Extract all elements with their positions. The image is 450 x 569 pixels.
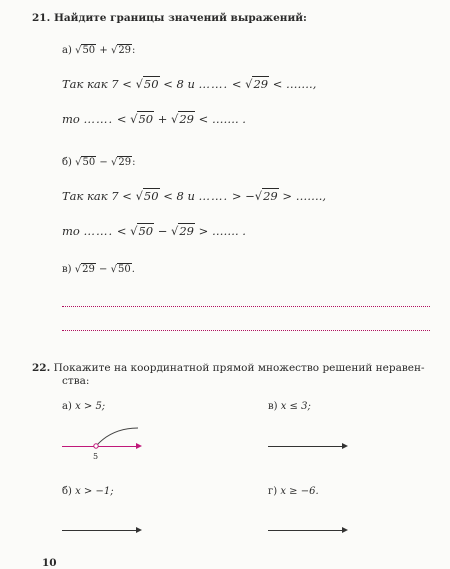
task-21b-hint-line2 bbox=[62, 224, 246, 238]
inequality: x > 5; bbox=[75, 401, 106, 412]
task-22-number: 22. bbox=[32, 362, 51, 374]
operator: < bbox=[116, 112, 127, 126]
radicand: 29 bbox=[253, 77, 269, 91]
task-21-number: 21. bbox=[32, 12, 51, 24]
sqrt-symbol: √ bbox=[245, 77, 253, 91]
inequality: x ≥ −6. bbox=[280, 486, 319, 497]
sqrt-symbol: √ bbox=[75, 45, 82, 56]
blank-dots: < ……., bbox=[272, 77, 317, 91]
colon: : bbox=[132, 157, 136, 168]
task-22-title-line1: Покажите на координатной прямой множество решений неравен- bbox=[53, 362, 425, 374]
item-label: б) bbox=[62, 486, 72, 497]
sqrt-symbol: √ bbox=[74, 264, 82, 275]
operator: − bbox=[99, 264, 108, 275]
operator: + bbox=[99, 45, 108, 56]
hint-text: < 8 и bbox=[163, 189, 195, 203]
operator: < bbox=[116, 224, 127, 238]
hint-text: то bbox=[62, 224, 80, 238]
item-label: б) bbox=[62, 157, 72, 168]
task-21a-expression bbox=[62, 45, 135, 56]
blank-dots: ……. bbox=[83, 224, 114, 238]
sqrt-symbol: √ bbox=[130, 112, 138, 126]
blank-dots: ……. bbox=[198, 189, 229, 203]
task-22-header bbox=[32, 362, 425, 374]
task-21b-expression bbox=[62, 157, 135, 168]
page-number: 10 bbox=[42, 557, 57, 569]
radicand: 29 bbox=[263, 189, 278, 203]
sqrt-symbol: √ bbox=[110, 157, 118, 168]
radicand: 29 bbox=[118, 45, 132, 56]
radicand: 50 bbox=[82, 45, 96, 56]
hint-text: < 8 и bbox=[163, 77, 195, 91]
sqrt-symbol: √ bbox=[171, 112, 179, 126]
sqrt-symbol: √ bbox=[130, 224, 138, 238]
radicand: 50 bbox=[117, 264, 131, 275]
task-22v-inequality bbox=[268, 401, 311, 412]
hint-text: то bbox=[62, 112, 80, 126]
number-line-g bbox=[268, 530, 346, 531]
item-label: в) bbox=[268, 401, 278, 412]
radicand: 50 bbox=[138, 112, 154, 126]
sqrt-symbol: √ bbox=[110, 45, 118, 56]
blank-dots: ……. bbox=[198, 77, 229, 91]
operator: < bbox=[122, 189, 132, 203]
inequality: x > −1; bbox=[75, 486, 114, 497]
operator: + bbox=[157, 112, 168, 126]
item-label: г) bbox=[268, 486, 278, 497]
blank-dots: ……. bbox=[83, 112, 114, 126]
task-21-header bbox=[32, 12, 307, 24]
answer-line bbox=[62, 306, 430, 307]
period: . bbox=[131, 264, 135, 275]
hint-text: Так как 7 bbox=[62, 77, 119, 91]
number-line-v bbox=[268, 446, 346, 447]
operator: < bbox=[122, 77, 132, 91]
radicand: 50 bbox=[143, 77, 159, 91]
operator: < bbox=[231, 77, 242, 91]
blank-dots: > ……., bbox=[282, 189, 327, 203]
inequality: x ≤ 3; bbox=[280, 401, 311, 412]
solution-arc-a bbox=[88, 424, 144, 454]
sqrt-symbol: √ bbox=[75, 157, 82, 168]
sqrt-symbol: √ bbox=[110, 264, 117, 275]
item-label: а) bbox=[62, 401, 72, 412]
sqrt-symbol: √ bbox=[171, 224, 179, 238]
radicand: 29 bbox=[179, 224, 194, 238]
sqrt-symbol: √ bbox=[254, 189, 263, 203]
sqrt-symbol: √ bbox=[135, 77, 143, 91]
task-22g-inequality bbox=[268, 486, 319, 497]
operator: − bbox=[157, 224, 168, 238]
task-21a-hint-line2 bbox=[62, 112, 246, 126]
blank-dots: > ……. . bbox=[198, 224, 246, 238]
radicand: 29 bbox=[179, 112, 194, 126]
radicand: 29 bbox=[82, 264, 95, 275]
task-21a-hint-line1 bbox=[62, 77, 316, 91]
radicand: 50 bbox=[143, 189, 159, 203]
task-21v-expression bbox=[62, 264, 135, 275]
task-22-title-line2: ства: bbox=[62, 375, 90, 387]
hint-text: Так как 7 bbox=[62, 189, 119, 203]
task-21-title: Найдите границы значений выражений: bbox=[53, 12, 307, 24]
radicand: 50 bbox=[82, 157, 96, 168]
sqrt-symbol: √ bbox=[135, 189, 143, 203]
task-22a-inequality bbox=[62, 401, 105, 412]
radicand: 50 bbox=[138, 224, 154, 238]
item-label: в) bbox=[62, 264, 72, 275]
radicand: 29 bbox=[118, 157, 132, 168]
operator: > − bbox=[231, 189, 255, 203]
operator: − bbox=[99, 157, 108, 168]
task-21b-hint-line1 bbox=[62, 189, 326, 203]
tick-label-5: 5 bbox=[93, 452, 99, 461]
number-line-b bbox=[62, 530, 140, 531]
answer-line bbox=[62, 330, 430, 331]
item-label: а) bbox=[62, 45, 72, 56]
blank-dots: < ……. . bbox=[198, 112, 246, 126]
task-22b-inequality bbox=[62, 486, 114, 497]
colon: : bbox=[132, 45, 136, 56]
